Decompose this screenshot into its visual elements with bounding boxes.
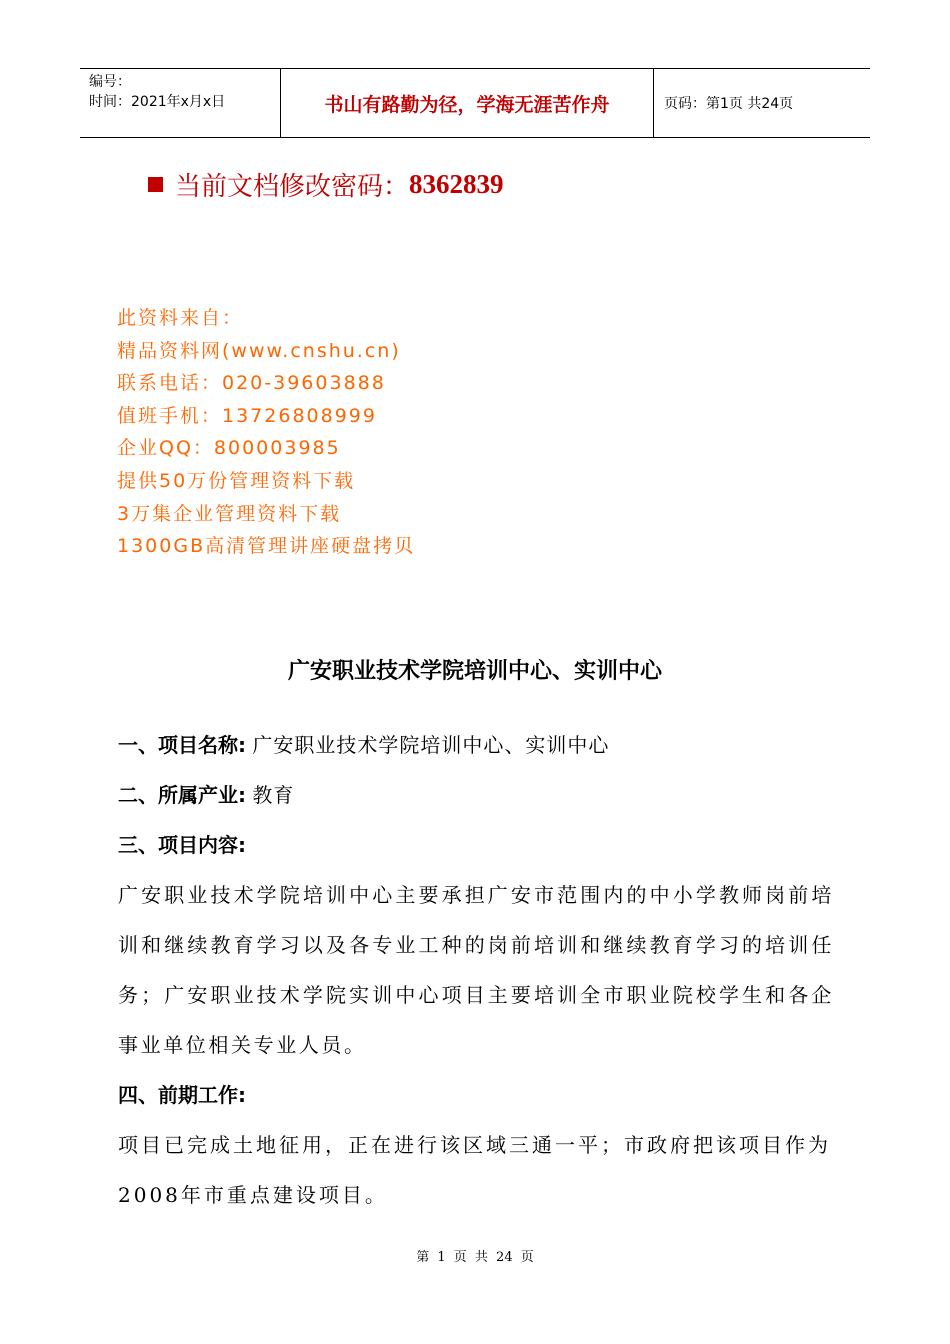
source-line: 1300GB高清管理讲座硬盘拷贝: [117, 535, 416, 558]
page-footer: 第 1 页 共 24 页: [416, 1250, 534, 1265]
source-info: [117, 302, 415, 563]
project-name-row: [118, 720, 834, 770]
content-paragraph: 广安职业技术学院培训中心主要承担广安市范围内的中小学教师岗前培训和继续教育学习以及各专业工种的岗前培训和继续教育学习的培训任务；广安职业技术学院实训中心项目主要培训全市职业院校学生和各企事业单位相关专业人员。: [118, 883, 834, 1057]
project-name-value: 广安职业技术学院培训中心、实训中心: [252, 733, 610, 757]
header-meta: [80, 69, 281, 137]
header-page-info: 页码：第1页 共24页: [664, 96, 794, 112]
source-line: 值班手机：13726808999: [117, 404, 377, 427]
header-motto: 书山有路勤为径，学海无涯苦作舟: [281, 69, 654, 137]
password-line: [148, 166, 504, 203]
prework-heading: 四、前期工作:: [118, 1083, 246, 1107]
page-header: [80, 68, 870, 138]
content-heading-row: [118, 820, 834, 870]
prework-paragraph: 项目已完成土地征用，正在进行该区域三通一平；市政府把该项目作为2008年市重点建设项目。: [118, 1133, 831, 1207]
content-heading: 三、项目内容:: [118, 833, 246, 857]
project-name-label: 一、项目名称:: [118, 733, 246, 757]
password-code: 8362839: [409, 169, 504, 199]
industry-row: [118, 770, 834, 820]
prework-heading-row: [118, 1070, 834, 1120]
document-title: 广安职业技术学院培训中心、实训中心: [287, 658, 662, 684]
source-line: 此资料来自：: [117, 307, 244, 329]
source-line: 企业QQ：800003985: [117, 437, 341, 460]
document-body: [118, 720, 834, 1220]
source-line: 精品资料网(www.cnshu.cn): [117, 339, 401, 362]
password-label: 当前文档修改密码：: [175, 172, 410, 202]
header-number: 编号：: [89, 74, 131, 90]
industry-value: 教育: [252, 783, 295, 807]
square-bullet-icon: [148, 177, 163, 192]
header-time: 时间：2021年x月x日: [89, 94, 226, 110]
source-line: 3万集企业管理资料下载: [117, 502, 342, 525]
industry-label: 二、所属产业:: [118, 783, 246, 807]
source-line: 联系电话：020-39603888: [117, 372, 386, 395]
source-line: 提供50万份管理资料下载: [117, 469, 356, 492]
